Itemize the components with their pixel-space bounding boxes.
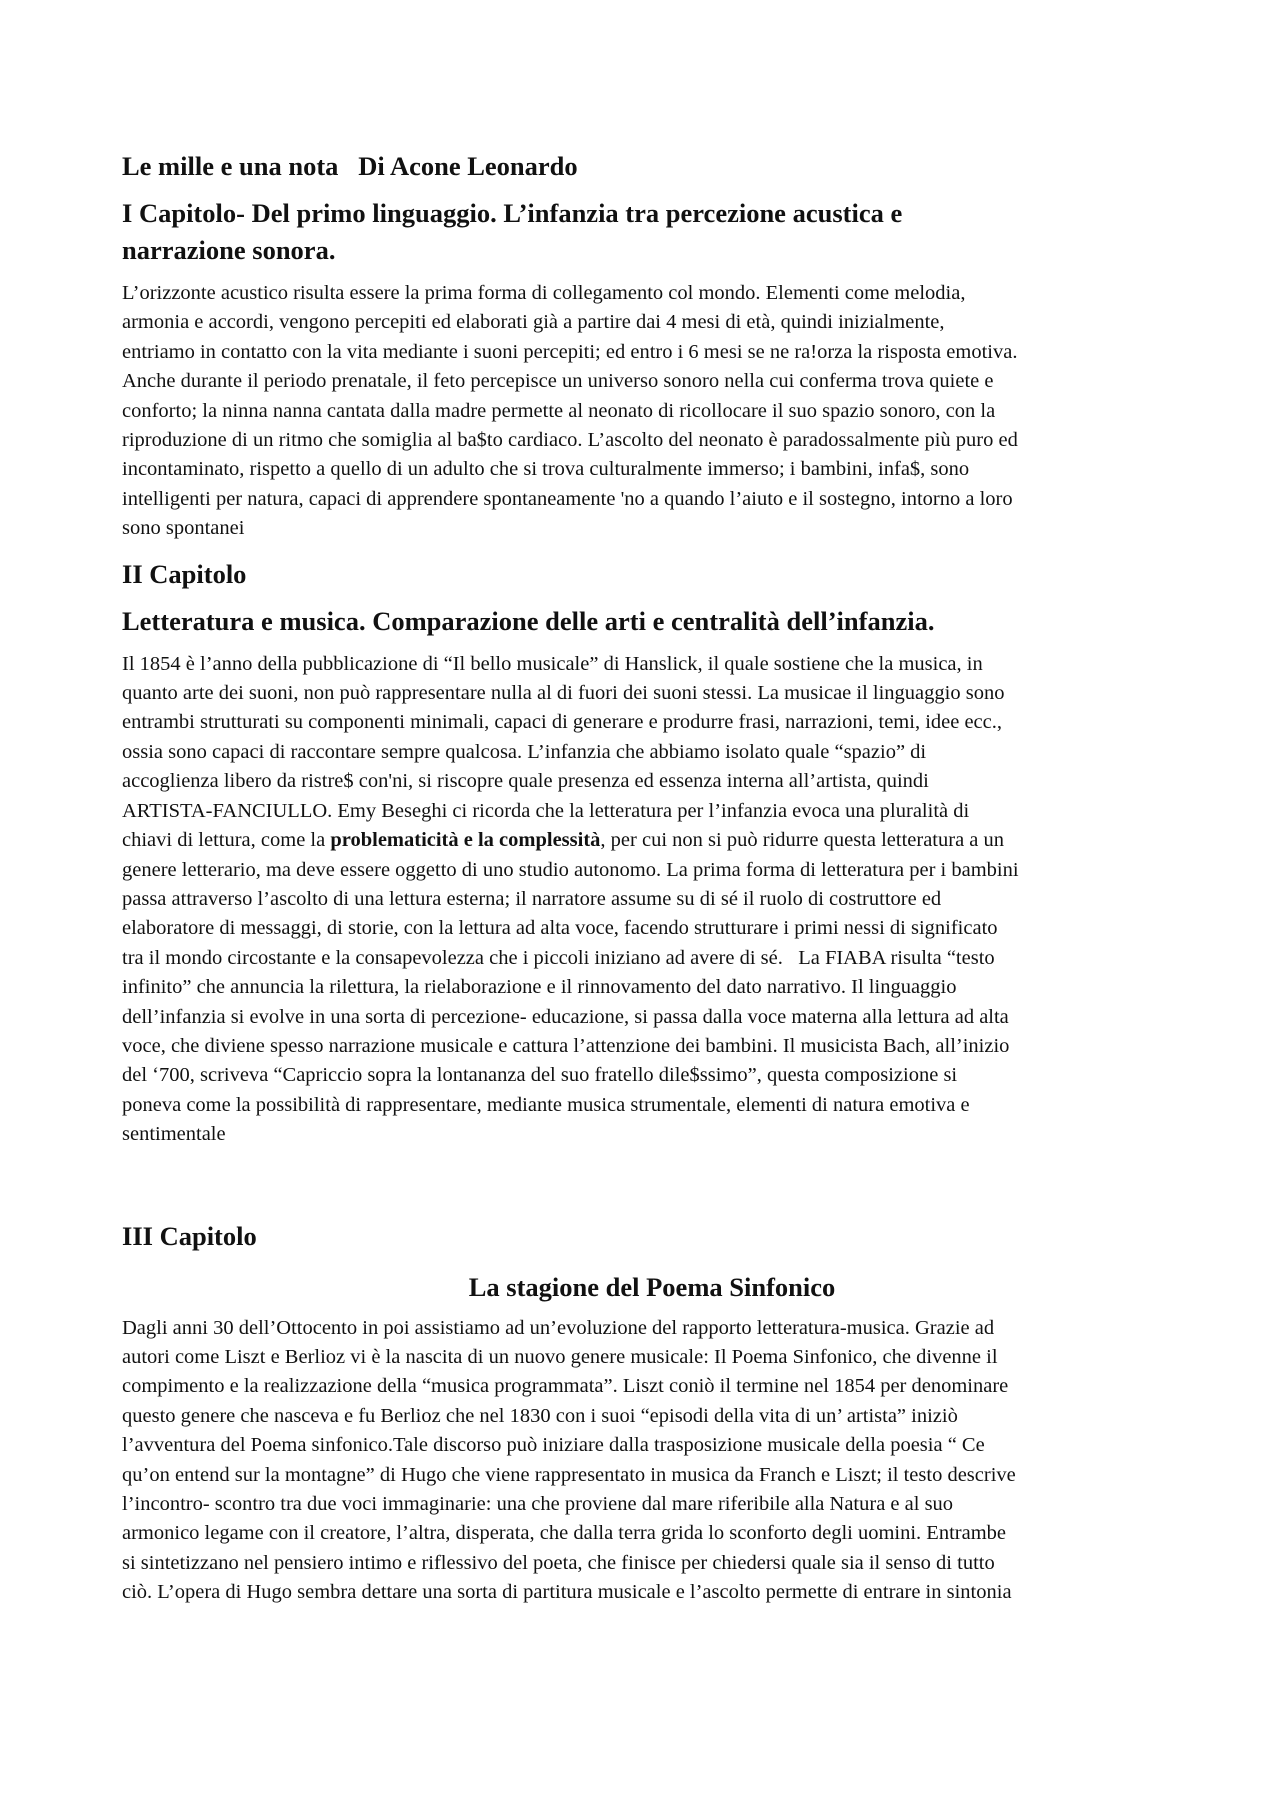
paragraph-line: dell’infanzia si evolve in una sorta di percezione- educazione, si passa dalla voce materna alla lettura ad alta	[122, 1005, 1009, 1028]
document-page	[122, 148, 1170, 1608]
chapter3-heading: III Capitolo	[122, 1220, 257, 1251]
paragraph-line: sono spontanei	[122, 517, 245, 540]
paragraph-line: ARTISTA-FANCIULLO. Emy Beseghi ci ricorda che la letteratura per l’infanzia evoca una pluralità di	[122, 799, 970, 822]
inline-text: chiavi di lettura, come la	[122, 829, 331, 852]
chapter2-subheading: Letteratura e musica. Comparazione delle arti e centralità dell’infanzia.	[122, 605, 935, 636]
chapter1-heading-line: I Capitolo- Del primo linguaggio. L’infanzia tra percezione acustica e	[122, 198, 903, 228]
chapter1-heading-line: narrazione sonora.	[122, 235, 336, 265]
chapter1-body	[122, 279, 1170, 544]
paragraph-line: L’orizzonte acustico risulta essere la prima forma di collegamento col mondo. Elementi come melodia,	[122, 282, 966, 304]
paragraph-line: del ‘700, scriveva “Capriccio sopra la lontananza del suo fratello dile$ssimo”, questa composizione si	[122, 1064, 958, 1087]
paragraph-line: questo genere che nasceva e fu Berlioz che nel 1830 con i suoi “episodi della vita di un’ artista” iniziò	[122, 1404, 958, 1427]
paragraph-line: ciò. L’opera di Hugo sembra dettare una sorta di partitura musicale e l’ascolto permette di entrare in sintonia	[122, 1581, 1012, 1604]
paragraph-line: armonico legame con il creatore, l’altra, disperata, che dalla terra grida lo sconforto degli uomini. Entrambe	[122, 1522, 1006, 1545]
paragraph-line: compimento e la realizzazione della “musica programmata”. Liszt coniò il termine nel 1854 per denominare	[122, 1375, 1009, 1398]
paragraph-line: riproduzione di un ritmo che somiglia al ba$to cardiaco. L’ascolto del neonato è paradossalmente più puro ed	[122, 429, 1018, 452]
inline-text: , per cui non si può ridurre questa letteratura a un	[600, 829, 1005, 852]
bold-phrase: problematicità e la complessità	[330, 829, 601, 852]
paragraph-line: autori come Liszt e Berlioz vi è la nascita di un nuovo genere musicale: Il Poema Sinfonico, che divenne il	[122, 1345, 998, 1368]
paragraph-line: si sintetizzano nel pensiero intimo e riflessivo del poeta, che finisce per chiedersi quale sia il senso di tutto	[122, 1551, 995, 1574]
paragraph-line: Il 1854 è l’anno della pubblicazione di “Il bello musicale” di Hanslick, il quale sostiene che la musica, in	[122, 652, 983, 675]
paragraph-line: passa attraverso l’ascolto di una lettura esterna; il narratore assume su di sé il ruolo di costruttore ed	[122, 887, 942, 910]
paragraph-line: intelligenti per natura, capaci di apprendere spontaneamente 'no a quando l’aiuto e il sostegno, intorno a loro	[122, 487, 1013, 510]
paragraph-line: Dagli anni 30 dell’Ottocento in poi assistiamo ad un’evoluzione del rapporto letteratura-musica. Grazie ad	[122, 1316, 995, 1339]
paragraph-line: entrambi strutturati su componenti minimali, capaci di generare e produrre frasi, narrazioni, temi, idee ecc.,	[122, 711, 1003, 734]
paragraph-line: genere letterario, ma deve essere oggetto di uno studio autonomo. La prima forma di letteratura per i bambini	[122, 858, 1019, 881]
paragraph-line-mixed	[122, 826, 1170, 855]
paragraph-line: sentimentale	[122, 1123, 226, 1146]
paragraph-line: elaboratore di messaggi, di storie, con la lettura ad alta voce, facendo strutturare i primi nessi di significato	[122, 917, 998, 940]
paragraph-line: l’avventura del Poema sinfonico.Tale discorso può iniziare dalla trasposizione musicale della poesia “ Ce	[122, 1434, 985, 1457]
paragraph-line: accoglienza libero da ristre$ con'ni, si riscopre quale presenza ed essenza interna all’artista, quindi	[122, 770, 929, 793]
chapter3-body	[122, 1314, 1170, 1608]
paragraph-line: ossia sono capaci di raccontare sempre qualcosa. L’infanzia che abbiamo isolato quale “spazio” di	[122, 740, 927, 763]
chapter3-subheading: La stagione del Poema Sinfonico	[468, 1271, 836, 1302]
paragraph-line: quanto arte dei suoni, non può rappresentare nulla al di fuori dei suoni stessi. La musicae il linguaggio sono	[122, 682, 1005, 705]
paragraph-line: tra il mondo circostante e la consapevolezza che i piccoli iniziano ad avere di sé. La FIABA risulta “testo	[122, 946, 995, 969]
chapter2-heading: II Capitolo	[122, 558, 247, 589]
paragraph-line: qu’on entend sur la montagne” di Hugo che viene rappresentato in musica da Franch e Liszt; il testo descrive	[122, 1463, 1016, 1486]
paragraph-line: incontaminato, rispetto a quello di un adulto che si trova culturalmente immerso; i bambini, infa$, sono	[122, 458, 970, 481]
paragraph-line: l’incontro- scontro tra due voci immaginarie: una che proviene dal mare riferibile alla Natura e al suo	[122, 1493, 954, 1515]
paragraph-line: poneva come la possibilità di rappresentare, mediante musica strumentale, elementi di natura emotiva e	[122, 1093, 970, 1116]
document-title: Le mille e una nota Di Acone Leonardo	[122, 151, 578, 181]
paragraph-line: conforto; la ninna nanna cantata dalla madre permette al neonato di ricollocare il suo spazio sonoro, con la	[122, 399, 996, 422]
paragraph-line: armonia e accordi, vengono percepiti ed elaborati già a partire dai 4 mesi di età, quindi inizialmente,	[122, 311, 945, 334]
chapter2-body	[122, 650, 1170, 1150]
paragraph-line: entriamo in contatto con la vita mediante i suoni percepiti; ed entro i 6 mesi se ne ra!orza la risposta emotiva.	[122, 340, 1018, 363]
chapter1-heading	[122, 195, 1170, 269]
paragraph-line: Anche durante il periodo prenatale, il feto percepisce un universo sonoro nella cui conferma trova quiete e	[122, 370, 994, 393]
paragraph-line: infinito” che annuncia la rilettura, la rielaborazione e il rinnovamento del dato narrativo. Il linguaggio	[122, 976, 957, 999]
paragraph-line: voce, che diviene spesso narrazione musicale e cattura l’attenzione dei bambini. Il musicista Bach, all’inizio	[122, 1034, 1010, 1057]
